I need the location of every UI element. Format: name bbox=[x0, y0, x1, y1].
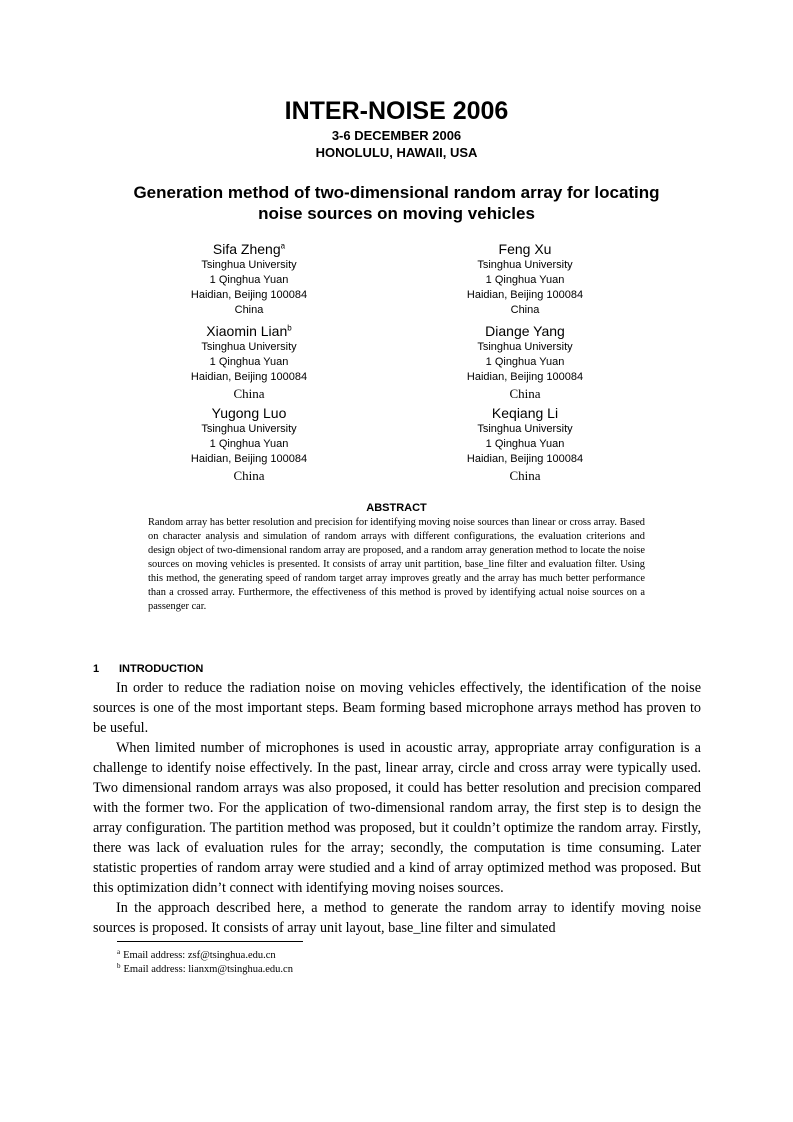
footnote bbox=[117, 949, 293, 963]
author-affiliation: Tsinghua University bbox=[477, 341, 573, 353]
author-affiliation: Tsinghua University bbox=[201, 259, 297, 271]
author-block bbox=[405, 322, 645, 402]
paragraph: In order to reduce the radiation noise on moving vehicles effectively, the identification of the noise sources is one of the most important steps. Beam forming based microphone arrays method has proven to be useful. bbox=[93, 680, 701, 736]
author-name: Xiaomin Lian bbox=[206, 323, 288, 339]
author-country: China bbox=[509, 468, 541, 483]
author-country: China bbox=[510, 304, 540, 316]
author-address-line2: Haidian, Beijing 100084 bbox=[466, 289, 584, 301]
author-address-line1: 1 Qinghua Yuan bbox=[485, 356, 565, 368]
paragraph: When limited number of microphones is used in acoustic array, appropriate array configuration is a challenge to identify noise effectively. In the past, linear array, circle and cross array were typically used. Two dimensional random arrays was also proposed, it could has better resolution and precision compared with the former two. For the application of two-dimensional random array, the first step is to design the array configuration. The partition method was proposed, but it couldn’t optimize the random array. Firstly, there was lack of evaluation rules for the array; secondly, the computation is time consuming. Later statistic properties of random array were studied and a kind of array optimized method was proposed. But this optimization didn’t connect with identifying moving noises sources. bbox=[93, 740, 701, 896]
author-address-line2: Haidian, Beijing 100084 bbox=[190, 453, 308, 465]
author-name: Feng Xu bbox=[498, 241, 552, 257]
author-address-line2: Haidian, Beijing 100084 bbox=[466, 453, 584, 465]
conference-dates: 3-6 DECEMBER 2006 bbox=[331, 128, 462, 143]
author-block bbox=[129, 322, 369, 402]
abstract-heading: ABSTRACT bbox=[366, 502, 427, 514]
section-body bbox=[93, 678, 701, 938]
author-country: China bbox=[233, 386, 265, 401]
paragraph: In the approach described here, a method to generate the random array to identify moving noise sources is proposed. It consists of array unit layout, base_line filter and simulated bbox=[93, 900, 701, 936]
author-name: Diange Yang bbox=[485, 323, 565, 339]
author-address-line1: 1 Qinghua Yuan bbox=[485, 438, 565, 450]
author-country: China bbox=[509, 386, 541, 401]
conference-title: INTER-NOISE 2006 bbox=[284, 97, 509, 125]
author-address-line2: Haidian, Beijing 100084 bbox=[466, 371, 584, 383]
footnote-text: Email address: zsf@tsinghua.edu.cn bbox=[123, 950, 276, 961]
author-block bbox=[405, 240, 645, 318]
author-country: China bbox=[234, 304, 264, 316]
author-affiliation: Tsinghua University bbox=[201, 423, 297, 435]
author-address-line1: 1 Qinghua Yuan bbox=[485, 274, 565, 286]
section-number: 1 bbox=[93, 663, 100, 675]
author-country: China bbox=[233, 468, 265, 483]
author-affiliation: Tsinghua University bbox=[201, 341, 297, 353]
author-affiliation: Tsinghua University bbox=[477, 259, 573, 271]
footnote-mark: a bbox=[280, 241, 286, 251]
footnote bbox=[117, 963, 293, 977]
author-affiliation: Tsinghua University bbox=[477, 423, 573, 435]
author-name: Sifa Zheng bbox=[212, 241, 281, 257]
author-block bbox=[405, 404, 645, 484]
author-name: Yugong Luo bbox=[211, 405, 287, 421]
footnote-divider bbox=[117, 941, 303, 942]
footnote-mark: b bbox=[287, 323, 292, 333]
author-address-line2: Haidian, Beijing 100084 bbox=[190, 371, 308, 383]
footnote-text: Email address: lianxm@tsinghua.edu.cn bbox=[123, 964, 293, 975]
author-address-line1: 1 Qinghua Yuan bbox=[209, 438, 289, 450]
author-block bbox=[129, 240, 369, 318]
author-address-line1: 1 Qinghua Yuan bbox=[209, 274, 289, 286]
section-heading bbox=[93, 662, 203, 676]
section-title: INTRODUCTION bbox=[119, 663, 204, 675]
conference-location: HONOLULU, HAWAII, USA bbox=[315, 145, 478, 160]
author-address-line2: Haidian, Beijing 100084 bbox=[190, 289, 308, 301]
footnote-mark: a bbox=[117, 947, 121, 956]
abstract-text: Random array has better resolution and precision for identifying moving noise sources than linear or cross array. Based on character analysis and simulation of random arrays with different configurations, the evaluation criterions and design object of two-dimensional random array are proposed, and a random array generation method to locate the noise sources on moving vehicles is presented. It consists of array unit partition, base_line filter and evaluation filter. Using this method, the generating speed of random target array improves greatly and the array has much better performance than a crossed array. Furthermore, the effectiveness of this method is proved by identifying actual noise sources on a passenger car. bbox=[148, 517, 645, 612]
author-block bbox=[129, 404, 369, 484]
author-address-line1: 1 Qinghua Yuan bbox=[209, 356, 289, 368]
footnote-mark: b bbox=[117, 961, 121, 970]
footnotes bbox=[117, 949, 293, 977]
author-name: Keqiang Li bbox=[491, 405, 559, 421]
paper-title: Generation method of two-dimensional random array for locating noise sources on moving vehicles bbox=[133, 183, 660, 223]
